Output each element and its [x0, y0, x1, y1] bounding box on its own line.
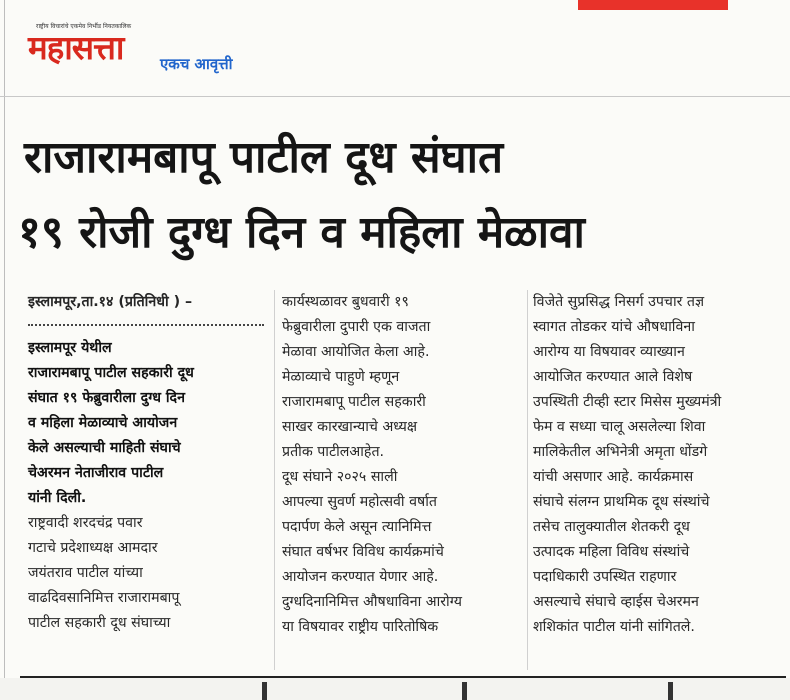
text-line: संघाचे संलग्न प्राथमिक दूध संस्थांचे — [533, 494, 710, 510]
edition-label: एकच आवृत्ती — [160, 55, 233, 73]
left-border-rule — [4, 0, 5, 700]
next-article-mark — [668, 682, 673, 700]
body-paragraph — [28, 511, 268, 636]
text-line: मालिकेतील अभिनेत्री अमृता धोंडगे — [533, 444, 708, 460]
text-line: फेब्रुवारीला दुपारी एक वाजता — [282, 319, 431, 335]
text-line: उत्पादक महिला विविध संस्थांचे — [533, 544, 690, 560]
text-line: यांची असणार आहे. कार्यक्रमास — [533, 469, 694, 485]
text-line: जयंतराव पाटील यांच्या — [28, 565, 143, 581]
text-line: संघात वर्षभर विविध कार्यक्रमांचे — [282, 544, 444, 560]
text-line: चेअरमन नेताजीराव पाटील — [28, 465, 164, 481]
text-line: मेळावा आयोजित केला आहे. — [282, 344, 430, 360]
headline-line-1: राजारामबापू पाटील दूध संघात — [24, 132, 504, 183]
article-column-2 — [282, 290, 526, 640]
text-line: या विषयावर राष्ट्रीय पारितोषिक — [282, 619, 439, 635]
text-line: दुग्धदिनानिमित्त औषधाविना आरोग्य — [282, 594, 462, 610]
column-divider-1 — [274, 290, 275, 670]
text-line: व महिला मेळाव्याचे आयोजन — [28, 415, 178, 431]
dotted-separator — [28, 318, 264, 326]
article-column-3 — [533, 290, 785, 640]
article-column-1 — [28, 290, 268, 636]
text-line: विजेते सुप्रसिद्ध निसर्ग उपचार तज्ञ — [533, 294, 705, 310]
lead-paragraph — [28, 336, 268, 511]
text-line: आपल्या सुवर्ण महोत्सवी वर्षात — [282, 494, 437, 510]
text-line: फेम व सध्या चालू असलेल्या शिवा — [533, 419, 706, 435]
text-line: राष्ट्रवादी शरदचंद्र पवार — [28, 515, 143, 531]
top-red-bar — [578, 0, 728, 10]
text-line: गटाचे प्रदेशाध्यक्ष आमदार — [28, 540, 158, 556]
text-line: यांनी दिली. — [28, 490, 87, 506]
text-line: वाढदिवसानिमित्त राजारामबापू — [28, 590, 180, 606]
next-article-mark — [462, 682, 467, 700]
text-line: इस्लामपूर येथील — [28, 340, 112, 356]
text-line: असल्याचे संघाचे व्हाईस चेअरमन — [533, 594, 699, 610]
text-line: प्रतीक पाटीलआहेत. — [282, 444, 385, 460]
headline-line-2: १९ रोजी दुग्ध दिन व महिला मेळावा — [18, 207, 585, 258]
text-line: मेळाव्याचे पाहुणे म्हणून — [282, 369, 400, 385]
text-line: राजारामबापू पाटील सहकारी — [282, 394, 426, 410]
text-line: दूध संघाने २०२५ साली — [282, 469, 398, 485]
text-line: पदार्पण केले असून त्यानिमित्त — [282, 519, 432, 535]
text-line: शशिकांत पाटील यांनी सांगितले. — [533, 619, 695, 635]
text-line: साखर कारखान्याचे अध्यक्ष — [282, 419, 418, 435]
text-line: पाटील सहकारी दूध संघाच्या — [28, 615, 171, 631]
text-line: आयोजित करण्यात आले विशेष — [533, 369, 693, 385]
text-line: स्वागत तोडकर यांचे औषधाविना — [533, 319, 695, 335]
text-line: पदाधिकारी उपस्थित राहणार — [533, 569, 677, 585]
dateline: इस्लामपूर,ता.१४ (प्रतिनिधी ) – — [28, 294, 193, 310]
next-article-mark — [262, 682, 267, 700]
text-line: तसेच तालुक्यातील शेतकरी दूध — [533, 519, 690, 535]
bottom-rule — [20, 676, 786, 678]
text-line: कार्यस्थळावर बुधवारी १९ — [282, 294, 409, 310]
newspaper-logo: महासत्ता — [28, 28, 124, 67]
text-line: आयोजन करण्यात येणार आहे. — [282, 569, 439, 585]
text-line: उपस्थिती टीव्ही स्टार मिसेस मुख्यमंत्री — [533, 394, 722, 410]
text-line: आरोग्य या विषयावर व्याख्यान — [533, 344, 685, 360]
masthead-divider — [0, 96, 790, 97]
column-divider-2 — [527, 290, 528, 670]
text-line: संघात १९ फेब्रुवारीला दुग्ध दिन — [28, 390, 185, 406]
text-line: राजारामबापू पाटील सहकारी दूध — [28, 365, 194, 381]
text-line: केले असल्याची माहिती संघाचे — [28, 440, 181, 456]
masthead-tagline: राष्ट्रीय विचारांचे एकमेव निर्भीड नियतकालिक — [36, 23, 132, 30]
